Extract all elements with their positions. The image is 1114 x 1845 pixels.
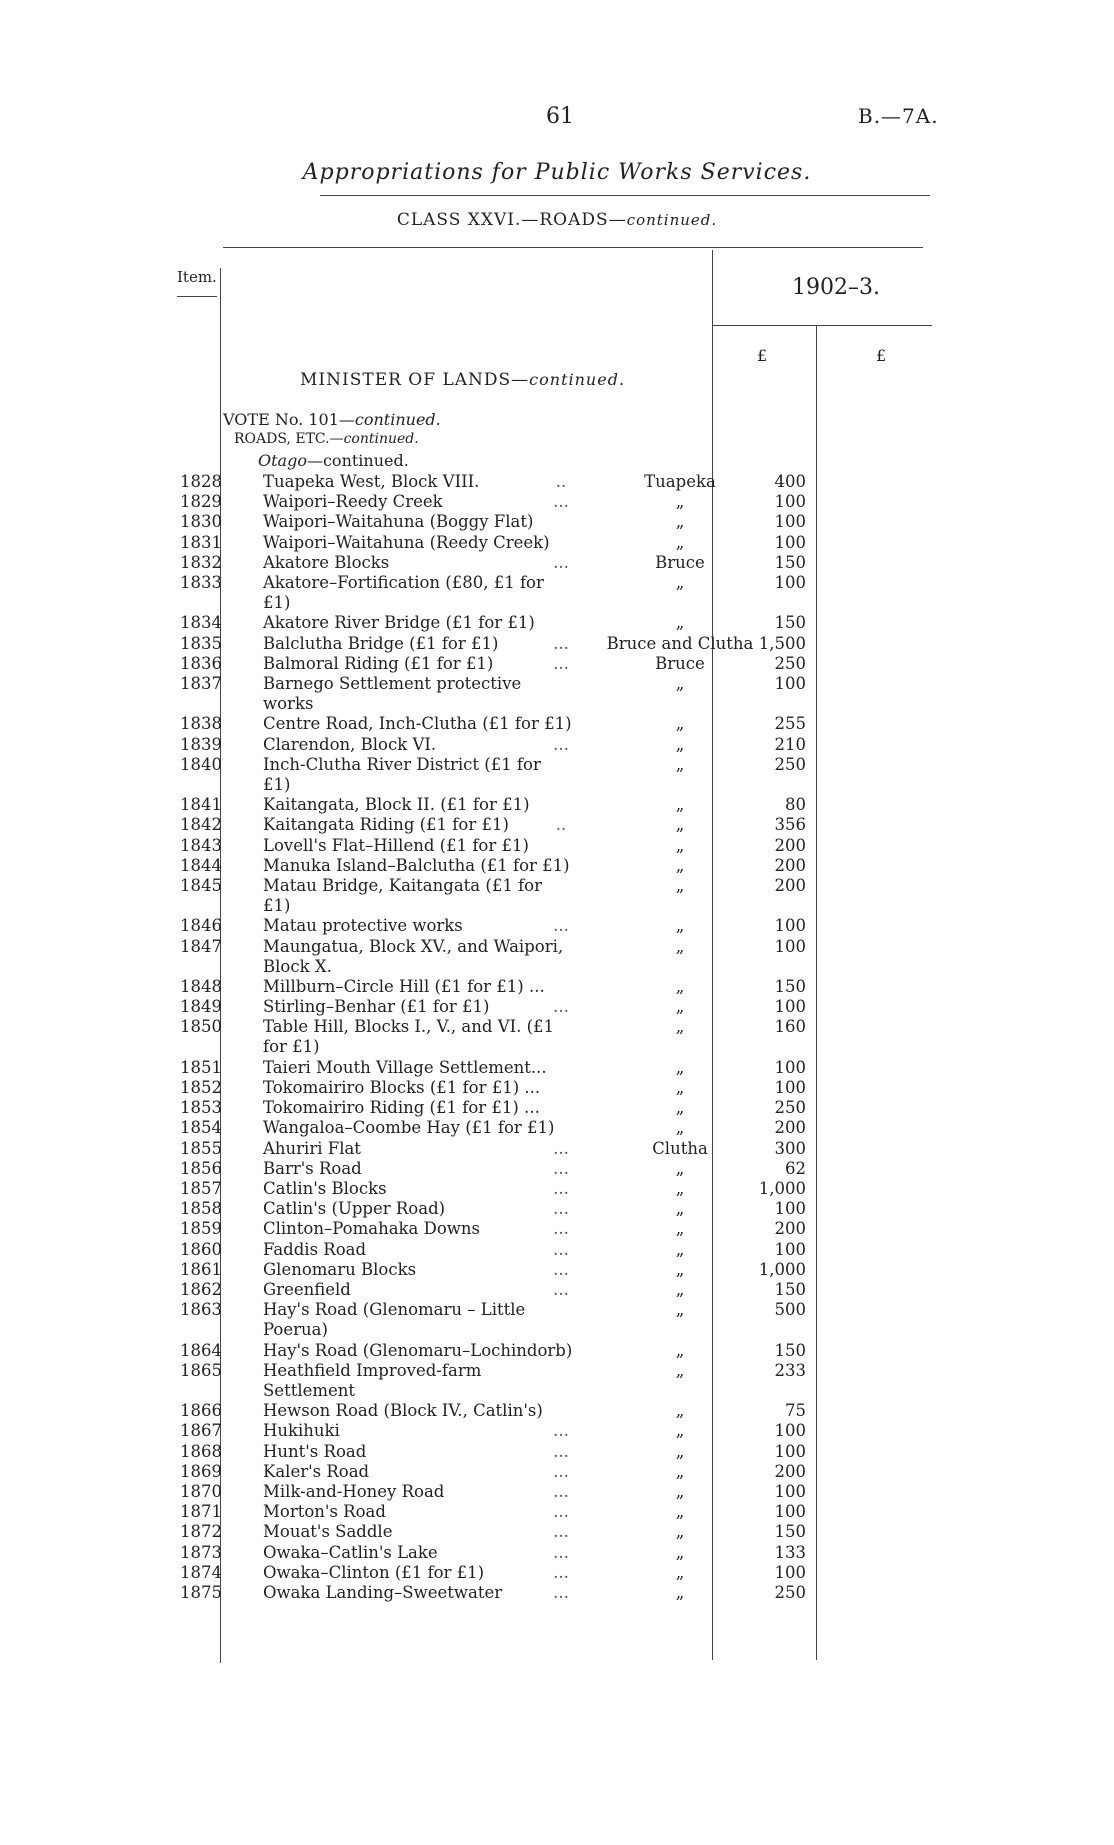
amount: 80	[785, 795, 806, 815]
electoral-district: „	[675, 1158, 685, 1178]
item-description: Owaka–Catlin's Lake	[263, 1542, 438, 1562]
table-row	[0, 1139, 1114, 1159]
item-description: Centre Road, Inch-Clutha (£1 for £1)	[263, 714, 572, 734]
item-description: Milk-and-Honey Road	[263, 1482, 445, 1501]
pound-sign-column-2: £	[876, 346, 887, 365]
table-row	[0, 876, 1114, 916]
otago-heading-continued: —continued.	[306, 451, 409, 470]
electoral-district: „	[675, 1401, 685, 1421]
item-number: 1851	[180, 1057, 222, 1077]
item-number: 1836	[180, 653, 222, 673]
item-number: 1871	[180, 1502, 222, 1522]
item-number: 1835	[180, 633, 222, 653]
item-description: Clinton–Pomahaka Downs	[263, 1219, 481, 1239]
item-description: Balmoral Riding (£1 for £1)	[263, 653, 494, 673]
title-rule	[320, 195, 930, 196]
table-row	[0, 1058, 1114, 1078]
item-number: 1858	[180, 1199, 222, 1219]
table-row	[0, 512, 1114, 532]
amount: 200	[774, 835, 806, 855]
item-number: 1845	[180, 876, 222, 895]
table-row	[0, 533, 1114, 553]
leader-dots: ...	[553, 1482, 569, 1501]
electoral-district: „	[675, 855, 685, 875]
item-description: Morton's Road	[263, 1502, 386, 1522]
item-description: Heathfield Improved-farm Settlement	[263, 1360, 482, 1400]
leader-dots: ..	[555, 472, 567, 491]
electoral-district: „	[675, 1421, 685, 1441]
item-description: Ahuriri Flat	[263, 1138, 361, 1158]
electoral-district: „	[675, 1098, 685, 1118]
table-row	[0, 997, 1114, 1017]
item-number: 1829	[180, 492, 222, 512]
amount: 100	[774, 573, 806, 592]
amount: 250	[774, 653, 806, 673]
table-row	[0, 1199, 1114, 1219]
amount: 100	[774, 997, 806, 1017]
item-number: 1847	[180, 936, 222, 956]
item-number: 1839	[180, 734, 222, 754]
item-description: Manuka Island–Balclutha (£1 for £1)	[263, 855, 570, 875]
electoral-district: „	[675, 1118, 685, 1138]
amount: 250	[774, 754, 806, 774]
electoral-district: „	[675, 1219, 685, 1239]
electoral-district: „	[675, 1542, 685, 1562]
item-description: Matau protective works	[263, 916, 463, 936]
item-number: 1865	[180, 1360, 222, 1380]
amount: 200	[774, 1461, 806, 1481]
table-row	[0, 1421, 1114, 1441]
amount: 150	[774, 552, 806, 572]
item-description: Hay's Road (Glenomaru – Little Poerua)	[263, 1300, 526, 1340]
amount: 1,500	[758, 633, 806, 653]
amount: 100	[774, 1239, 806, 1259]
table-row	[0, 1502, 1114, 1522]
electoral-district: „	[675, 512, 685, 532]
item-number: 1850	[180, 1017, 222, 1037]
electoral-district: „	[675, 1078, 685, 1097]
item-description: Hewson Road (Block IV., Catlin's)	[263, 1401, 543, 1421]
leader-dots: ...	[553, 1502, 569, 1522]
table-row	[0, 1543, 1114, 1563]
item-description: Kaler's Road	[263, 1461, 370, 1481]
item-number: 1853	[180, 1098, 222, 1118]
item-number: 1866	[180, 1401, 222, 1421]
item-description: Mouat's Saddle	[263, 1522, 393, 1542]
leader-dots: ...	[553, 1461, 569, 1481]
table-row	[0, 937, 1114, 977]
item-number: 1872	[180, 1522, 222, 1542]
page-number: 61	[546, 104, 574, 129]
amount: 100	[774, 1482, 806, 1501]
electoral-district: „	[675, 977, 685, 996]
electoral-district: Bruce	[655, 552, 705, 572]
item-number: 1849	[180, 997, 222, 1017]
class-heading	[0, 210, 1114, 230]
item-description: Kaitangata, Block II. (£1 for £1)	[263, 795, 530, 815]
electoral-district: „	[675, 916, 685, 936]
leader-dots: ...	[553, 1522, 569, 1542]
class-heading-continued: continued.	[626, 211, 718, 229]
pound-sign-column-1: £	[757, 346, 768, 365]
table-row	[0, 1300, 1114, 1340]
item-number: 1840	[180, 754, 222, 774]
item-number: 1868	[180, 1441, 222, 1461]
item-description: Akatore River Bridge (£1 for £1)	[263, 613, 535, 633]
minister-heading	[300, 370, 625, 390]
amount: 100	[774, 1562, 806, 1582]
table-top-rule	[223, 247, 923, 248]
minister-heading-continued: continued.	[529, 370, 626, 389]
item-number: 1857	[180, 1179, 222, 1198]
amount: 100	[774, 674, 806, 693]
table-row	[0, 472, 1114, 492]
item-number: 1846	[180, 916, 222, 936]
item-number: 1861	[180, 1259, 222, 1279]
item-description: Owaka–Clinton (£1 for £1)	[263, 1562, 485, 1582]
leader-dots: ...	[553, 997, 569, 1017]
electoral-district: „	[675, 754, 685, 774]
table-row	[0, 1522, 1114, 1542]
item-number: 1875	[180, 1583, 222, 1602]
electoral-district: „	[675, 1199, 685, 1219]
item-description: Waipori–Reedy Creek	[263, 492, 443, 512]
table-row	[0, 1118, 1114, 1138]
electoral-district: „	[675, 573, 685, 592]
item-description: Inch-Clutha River District (£1 for £1)	[263, 754, 541, 794]
item-number: 1843	[180, 835, 222, 855]
item-description: Table Hill, Blocks I., V., and VI. (£1 for £1)	[263, 1017, 555, 1057]
otago-heading-text: Otago	[258, 451, 307, 470]
table-row	[0, 755, 1114, 795]
electoral-district: „	[675, 997, 685, 1017]
item-description: Hukihuki	[263, 1421, 340, 1441]
electoral-district: „	[675, 1482, 685, 1501]
electoral-district: „	[675, 1583, 685, 1602]
amount: 75	[785, 1401, 806, 1421]
item-description: Barnego Settlement protective works	[263, 674, 522, 713]
item-description: Lovell's Flat–Hillend (£1 for £1)	[263, 835, 529, 855]
electoral-district: Bruce	[655, 653, 705, 673]
table-row	[0, 1078, 1114, 1098]
item-number: 1863	[180, 1300, 222, 1320]
table-row	[0, 977, 1114, 997]
amount: 100	[774, 1502, 806, 1522]
item-description: Akatore Blocks	[263, 552, 390, 572]
amount: 233	[774, 1360, 806, 1380]
leader-dots: ...	[553, 1179, 569, 1198]
electoral-district: „	[675, 714, 685, 734]
item-number: 1859	[180, 1219, 222, 1239]
item-number: 1834	[180, 613, 222, 633]
amount: 100	[774, 1441, 806, 1461]
item-description: Maungatua, Block XV., and Waipori, Block X.	[263, 936, 564, 976]
electoral-district: „	[675, 674, 685, 693]
table-row	[0, 1583, 1114, 1603]
item-header-underline	[177, 296, 217, 297]
leader-dots: ...	[553, 1219, 569, 1239]
table-row	[0, 1017, 1114, 1057]
item-description: Waipori–Waitahuna (Boggy Flat)	[263, 512, 534, 532]
electoral-district: Tuapeka	[644, 472, 716, 491]
otago-heading	[258, 451, 409, 470]
item-number: 1841	[180, 795, 222, 815]
item-number: 1848	[180, 977, 222, 996]
item-description: Faddis Road	[263, 1239, 367, 1259]
table-row	[0, 1179, 1114, 1199]
electoral-district: „	[675, 734, 685, 754]
leader-dots: ...	[553, 1158, 569, 1178]
leader-dots: ...	[553, 492, 569, 512]
item-description: Balclutha Bridge (£1 for £1)	[263, 633, 499, 653]
table-row	[0, 1098, 1114, 1118]
item-description: Akatore–Fortification (£80, £1 for £1)	[263, 573, 544, 612]
amount: 200	[774, 1118, 806, 1138]
leader-dots: ...	[553, 916, 569, 936]
leader-dots: ...	[553, 734, 569, 754]
item-number: 1842	[180, 815, 222, 835]
item-description: Matau Bridge, Kaitangata (£1 for £1)	[263, 876, 542, 915]
item-number: 1837	[180, 674, 222, 693]
amount: 150	[774, 1340, 806, 1360]
amount: 300	[774, 1138, 806, 1158]
electoral-district: „	[675, 532, 685, 552]
class-heading-text: CLASS XXVI.—ROADS—	[396, 210, 627, 230]
year-column-header: 1902–3.	[792, 275, 880, 300]
amount: 100	[774, 1078, 806, 1097]
amount: 150	[774, 977, 806, 996]
item-number: 1874	[180, 1562, 222, 1582]
leader-dots: ...	[553, 1583, 569, 1602]
item-description: Clarendon, Block VI.	[263, 734, 437, 754]
electoral-district: „	[675, 1360, 685, 1380]
table-row	[0, 1482, 1114, 1502]
vote-heading	[223, 410, 441, 429]
table-row	[0, 1442, 1114, 1462]
item-column-header: Item.	[177, 268, 217, 286]
table-row	[0, 1462, 1114, 1482]
table-row	[0, 1280, 1114, 1300]
table-row	[0, 735, 1114, 755]
item-description: Millburn–Circle Hill (£1 for £1) ...	[263, 977, 545, 996]
table-row	[0, 634, 1114, 654]
leader-dots: ...	[553, 1441, 569, 1461]
item-number: 1854	[180, 1118, 222, 1138]
item-number: 1830	[180, 512, 222, 532]
amount: 133	[774, 1542, 806, 1562]
table-row	[0, 815, 1114, 835]
vote-heading-continued: continued.	[354, 410, 441, 429]
item-number: 1833	[180, 573, 222, 592]
amount: 100	[774, 1421, 806, 1441]
item-description: Taieri Mouth Village Settlement...	[263, 1057, 547, 1077]
amount: 150	[774, 1522, 806, 1542]
amount: 100	[774, 936, 806, 956]
electoral-district: Clutha	[652, 1138, 708, 1158]
amount: 100	[774, 1199, 806, 1219]
roads-heading-text: ROADS, ETC.—	[234, 431, 344, 447]
item-number: 1828	[180, 472, 222, 491]
item-description: Waipori–Waitahuna (Reedy Creek)	[263, 532, 550, 552]
leader-dots: ...	[553, 1199, 569, 1219]
table-row	[0, 1361, 1114, 1401]
amount: 100	[774, 916, 806, 936]
item-number: 1860	[180, 1239, 222, 1259]
amount: 100	[774, 512, 806, 532]
item-number: 1862	[180, 1280, 222, 1299]
electoral-district: „	[675, 1522, 685, 1542]
table-row	[0, 553, 1114, 573]
amount: 200	[774, 855, 806, 875]
leader-dots: ...	[553, 1239, 569, 1259]
electoral-district: „	[675, 795, 685, 815]
amount: 400	[774, 472, 806, 491]
table-row	[0, 795, 1114, 815]
item-number: 1870	[180, 1482, 222, 1501]
item-description: Catlin's Blocks	[263, 1179, 387, 1198]
electoral-district: „	[675, 613, 685, 633]
table-row	[0, 573, 1114, 613]
table-row	[0, 856, 1114, 876]
leader-dots: ...	[553, 1138, 569, 1158]
table-row	[0, 1563, 1114, 1583]
electoral-district: Bruce and Clutha	[606, 633, 754, 653]
table-row	[0, 674, 1114, 714]
item-number: 1831	[180, 532, 222, 552]
electoral-district: „	[675, 936, 685, 956]
item-description: Barr's Road	[263, 1158, 362, 1178]
electoral-district: „	[675, 1502, 685, 1522]
item-number: 1844	[180, 855, 222, 875]
electoral-district: „	[675, 1562, 685, 1582]
table-row	[0, 916, 1114, 936]
amount: 200	[774, 1219, 806, 1239]
item-number: 1838	[180, 714, 222, 734]
amount: 200	[774, 876, 806, 895]
table-row	[0, 836, 1114, 856]
table-row	[0, 654, 1114, 674]
amount: 500	[774, 1300, 806, 1320]
amount: 150	[774, 613, 806, 633]
electoral-district: „	[675, 1259, 685, 1279]
table-row	[0, 1341, 1114, 1361]
amount: 100	[774, 1057, 806, 1077]
electoral-district: „	[675, 1057, 685, 1077]
item-number: 1852	[180, 1078, 222, 1097]
amount: 150	[774, 1280, 806, 1299]
item-description: Kaitangata Riding (£1 for £1)	[263, 815, 509, 835]
amount: 210	[774, 734, 806, 754]
electoral-district: „	[675, 1461, 685, 1481]
item-description: Tuapeka West, Block VIII.	[263, 472, 480, 491]
electoral-district: „	[675, 1340, 685, 1360]
electoral-district: „	[675, 1300, 685, 1320]
leader-dots: ...	[553, 633, 569, 653]
document-reference: B.—7A.	[858, 104, 939, 128]
electoral-district: „	[675, 1239, 685, 1259]
item-number: 1873	[180, 1542, 222, 1562]
electoral-district: „	[675, 492, 685, 512]
leader-dots: ...	[553, 1542, 569, 1562]
leader-dots: ...	[553, 1562, 569, 1582]
table-row	[0, 492, 1114, 512]
amount: 250	[774, 1583, 806, 1602]
vote-heading-text: VOTE No. 101—	[223, 410, 355, 429]
item-description: Stirling–Benhar (£1 for £1)	[263, 997, 490, 1017]
item-description: Tokomairiro Blocks (£1 for £1) ...	[263, 1078, 541, 1097]
table-row	[0, 714, 1114, 734]
amount: 1,000	[758, 1259, 806, 1279]
roads-heading-continued: continued.	[343, 431, 419, 447]
item-description: Hunt's Road	[263, 1441, 367, 1461]
item-description: Catlin's (Upper Road)	[263, 1199, 446, 1219]
item-description: Owaka Landing–Sweetwater	[263, 1583, 503, 1602]
leader-dots: ...	[553, 653, 569, 673]
leader-dots: ...	[553, 552, 569, 572]
year-header-rule	[712, 325, 932, 326]
amount: 100	[774, 532, 806, 552]
amount: 160	[774, 1017, 806, 1037]
item-description: Greenfield	[263, 1280, 351, 1299]
item-number: 1869	[180, 1461, 222, 1481]
item-number: 1867	[180, 1421, 222, 1441]
amount: 1,000	[758, 1179, 806, 1198]
page-title: Appropriations for Public Works Services.	[302, 160, 812, 185]
amount: 250	[774, 1098, 806, 1118]
electoral-district: „	[675, 876, 685, 895]
amount: 62	[785, 1158, 806, 1178]
table-row	[0, 1159, 1114, 1179]
table-row	[0, 1219, 1114, 1239]
amount: 100	[774, 492, 806, 512]
table-row	[0, 1260, 1114, 1280]
electoral-district: „	[675, 1017, 685, 1037]
minister-heading-text: MINISTER OF LANDS—	[300, 370, 530, 390]
table-row	[0, 1401, 1114, 1421]
item-number: 1864	[180, 1340, 222, 1360]
table-row	[0, 1240, 1114, 1260]
electoral-district: „	[675, 815, 685, 835]
amount: 356	[774, 815, 806, 835]
item-description: Hay's Road (Glenomaru–Lochindorb)	[263, 1340, 573, 1360]
item-number: 1856	[180, 1158, 222, 1178]
item-number: 1832	[180, 552, 222, 572]
leader-dots: ..	[555, 815, 567, 835]
item-description: Wangaloa–Coombe Hay (£1 for £1)	[263, 1118, 555, 1138]
electoral-district: „	[675, 835, 685, 855]
leader-dots: ...	[553, 1421, 569, 1441]
leader-dots: ...	[553, 1280, 569, 1299]
roads-heading	[234, 431, 419, 447]
item-description: Tokomairiro Riding (£1 for £1) ...	[263, 1098, 540, 1118]
item-number: 1855	[180, 1138, 222, 1158]
amount: 255	[774, 714, 806, 734]
leader-dots: ...	[553, 1259, 569, 1279]
table-row	[0, 613, 1114, 633]
electoral-district: „	[675, 1441, 685, 1461]
electoral-district: „	[675, 1280, 685, 1299]
item-description: Glenomaru Blocks	[263, 1259, 417, 1279]
electoral-district: „	[675, 1179, 685, 1198]
